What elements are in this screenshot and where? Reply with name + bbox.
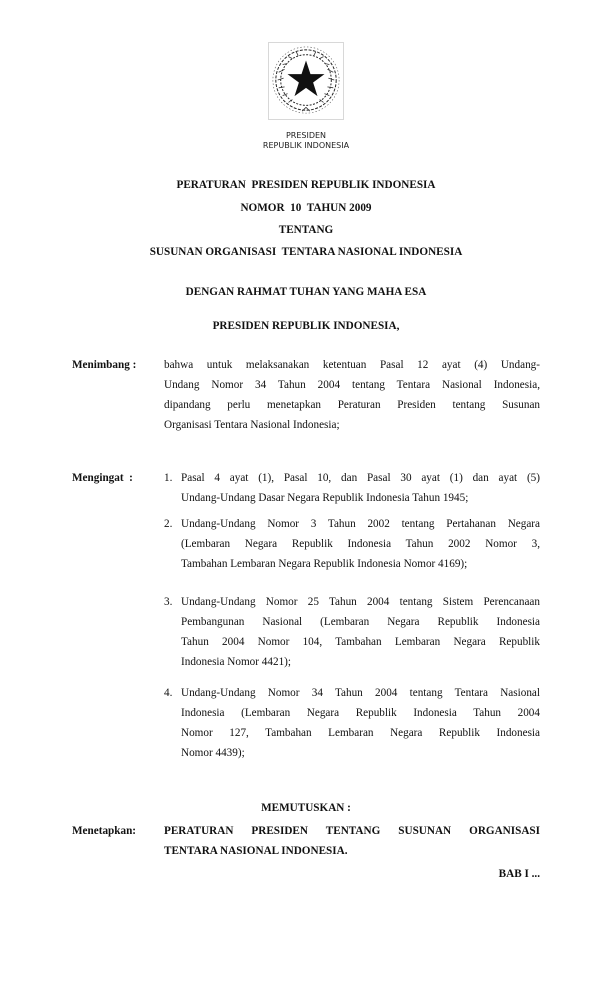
mengingat-label: Mengingat : (72, 472, 133, 484)
mengingat-item-1 (181, 468, 540, 508)
text-line: Nomor 4439); (181, 747, 245, 759)
emblem-caption-presiden: PRESIDEN (285, 131, 327, 140)
text-line: Nomor 127, Tambahan Lembaran Negara Republik Indonesia (181, 727, 540, 739)
mengingat-item-4 (181, 683, 540, 763)
regulation-subject: SUSUNAN ORGANISASI TENTARA NASIONAL INDONESIA (149, 246, 463, 258)
text-line: (Lembaran Negara Republik Indonesia Tahun 2002 Nomor 3, (181, 538, 540, 550)
emblem-caption-republik: REPUBLIK INDONESIA (262, 141, 350, 150)
text-line: Indonesia Nomor 4421); (181, 656, 291, 668)
text-line: Pembangunan Nasional (Lembaran Negara Republik Indonesia (181, 616, 540, 628)
list-number: 1. (164, 472, 173, 484)
list-number: 4. (164, 687, 173, 699)
mengingat-item-2 (181, 514, 540, 574)
state-emblem (268, 42, 344, 120)
text-line: Undang-Undang Dasar Negara Republik Indonesia Tahun 1945; (181, 492, 469, 504)
text-line: Undang-Undang Nomor 3 Tahun 2002 tentang Pertahanan Negara (181, 518, 540, 530)
menetapkan-label: Menetapkan: (72, 825, 137, 837)
text-line: bahwa untuk melaksanakan ketentuan Pasal 12 ayat (4) Undang- (164, 359, 540, 371)
text-line: dipandang perlu menetapkan Peraturan Presiden tentang Susunan (164, 399, 540, 411)
regulation-about-label: TENTANG (278, 224, 334, 236)
menimbang-text (164, 355, 540, 435)
regulation-title: PERATURAN PRESIDEN REPUBLIK INDONESIA (176, 179, 436, 191)
text-line: Undang-Undang Nomor 25 Tahun 2004 tentang Sistem Perencanaan (181, 596, 540, 608)
regulation-number: NOMOR 10 TAHUN 2009 (240, 202, 372, 214)
text-line: Indonesia (Lembaran Negara Republik Indonesia Tahun 2004 (181, 707, 540, 719)
list-number: 2. (164, 518, 173, 530)
text-line: Organisasi Tentara Nasional Indonesia; (164, 419, 340, 431)
memutuskan-heading: MEMUTUSKAN : (261, 802, 351, 814)
text-line: PERATURAN PRESIDEN TENTANG SUSUNAN ORGANISASI (164, 825, 540, 837)
text-line: TENTARA NASIONAL INDONESIA. (164, 845, 348, 857)
text-line: Undang-Undang Nomor 34 Tahun 2004 tentang Tentara Nasional (181, 687, 540, 699)
star-wreath-emblem-icon (269, 43, 343, 119)
menetapkan-text (164, 821, 540, 861)
text-line: Undang Nomor 34 Tahun 2004 tentang Tentara Nasional Indonesia, (164, 379, 540, 391)
text-line: Tahun 2004 Nomor 104, Tambahan Lembaran Negara Republik (181, 636, 540, 648)
preamble-line: DENGAN RAHMAT TUHAN YANG MAHA ESA (185, 286, 427, 298)
issuer-line: PRESIDEN REPUBLIK INDONESIA, (212, 320, 400, 332)
mengingat-item-3 (181, 592, 540, 672)
page-continuation: BAB I ... (498, 868, 540, 880)
list-number: 3. (164, 596, 173, 608)
text-line: Pasal 4 ayat (1), Pasal 10, dan Pasal 30 ayat (1) dan ayat (5) (181, 472, 540, 484)
text-line: Tambahan Lembaran Negara Republik Indonesia Nomor 4169); (181, 558, 468, 570)
menimbang-label: Menimbang : (72, 359, 137, 371)
